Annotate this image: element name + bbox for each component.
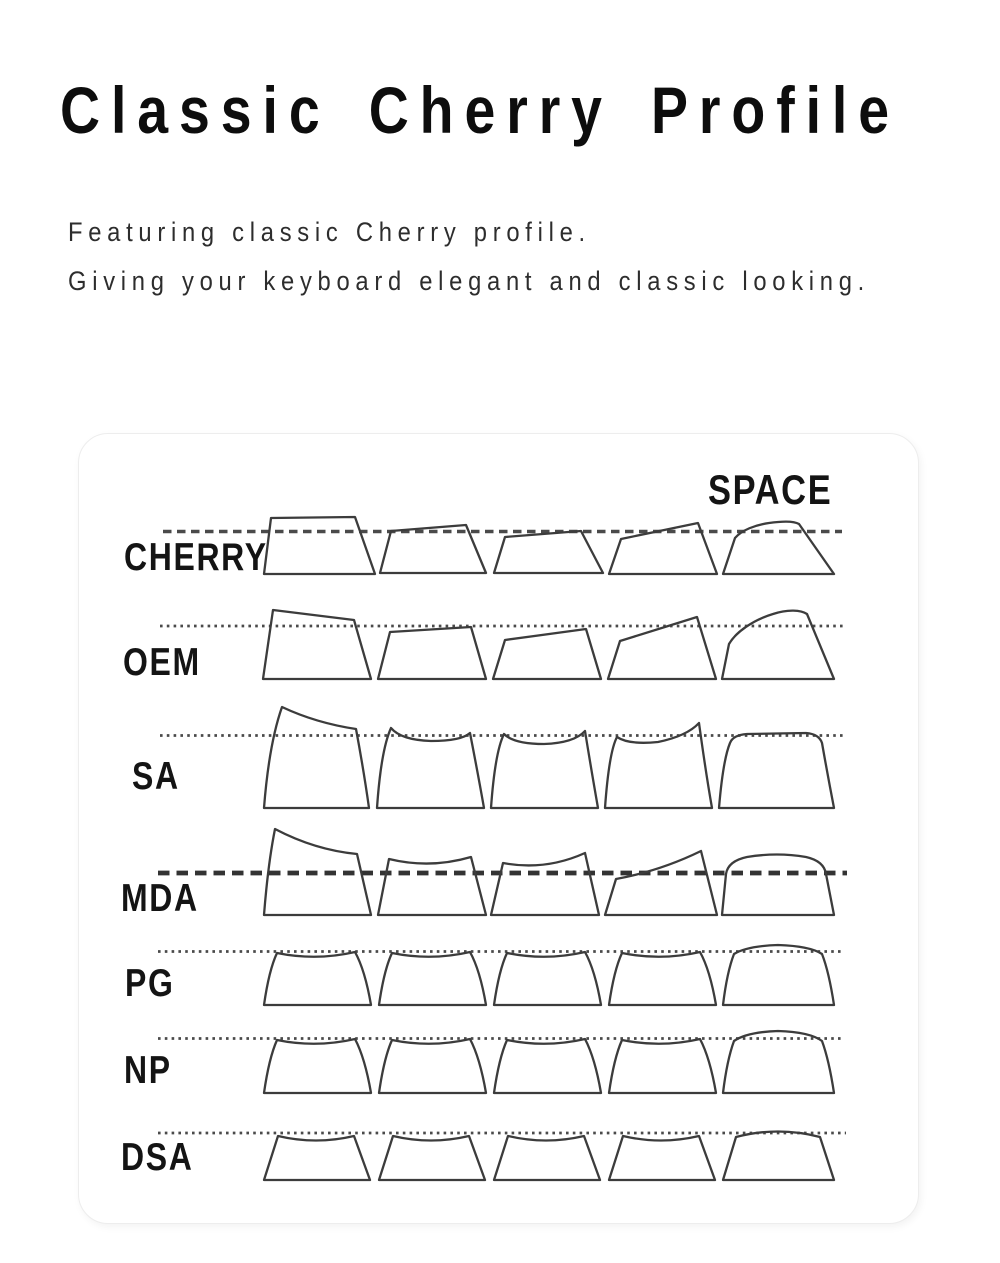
profile-label-oem: OEM — [123, 641, 201, 684]
profile-label-np: NP — [124, 1049, 172, 1092]
profile-label-mda: MDA — [121, 877, 199, 920]
page-title: Classic Cherry Profile — [60, 73, 900, 147]
subtitle-line-2: Giving your keyboard elegant and classic looking. — [68, 266, 870, 296]
page-subtitle — [68, 208, 870, 306]
profile-label-dsa: DSA — [121, 1136, 194, 1179]
profile-label-cherry: CHERRY — [124, 536, 268, 579]
space-column-label: SPACE — [708, 466, 833, 513]
profile-label-sa: SA — [132, 755, 180, 798]
subtitle-line-1: Featuring classic Cherry profile. — [68, 217, 591, 247]
profile-label-pg: PG — [125, 962, 175, 1005]
